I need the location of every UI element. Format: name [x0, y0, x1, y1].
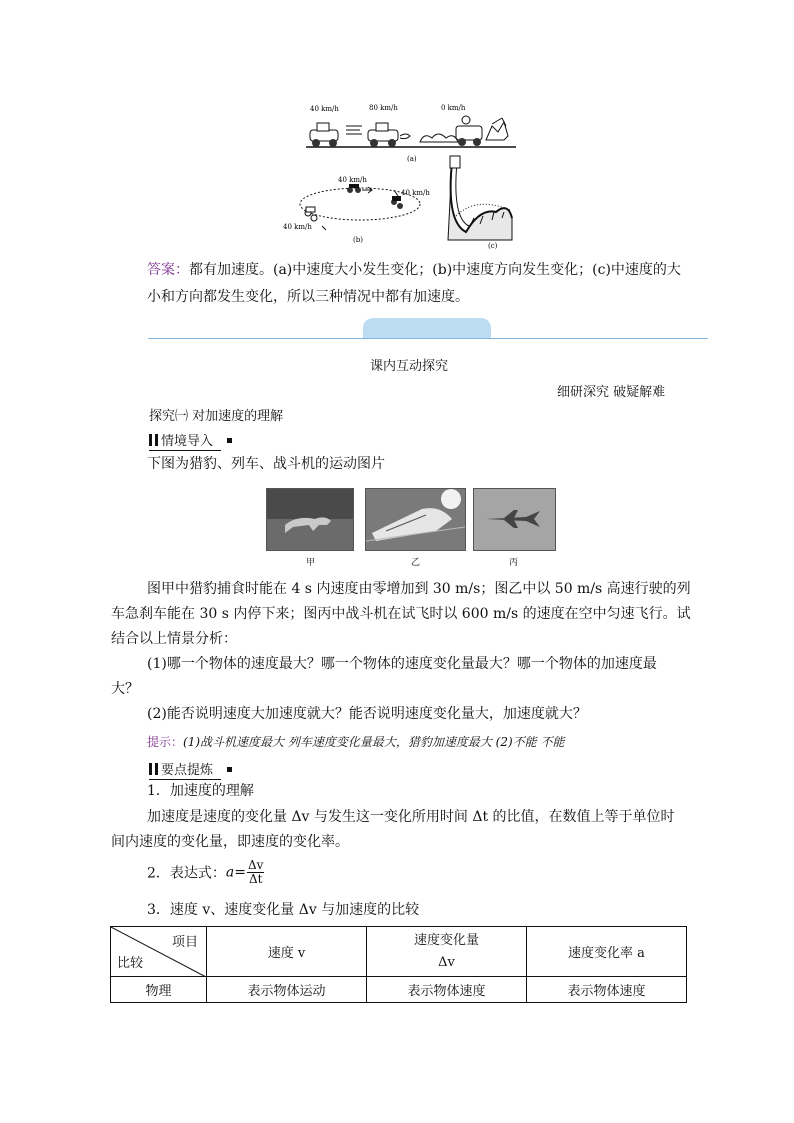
roller-coaster-icon [448, 156, 512, 240]
intro-text: 下图为猎豹、列车、战斗机的运动图片 [147, 456, 385, 472]
table-cell: 物理 [111, 977, 207, 1003]
point-item-3: 3．速度 v、速度变化量 Δv 与加速度的比较 [147, 902, 420, 918]
hint-label: 提示： [147, 735, 184, 749]
motorcycle-icon [391, 196, 403, 209]
explore-title: 探究㈠ 对加速度的理解 [149, 409, 284, 424]
corner-top-label: 项目 [171, 935, 198, 950]
car-icon [368, 123, 410, 147]
point-item-1: 1．加速度的理解 [147, 783, 254, 799]
answer-text-2: 小和方向都发生变化，所以三种情况中都有加速度。 [147, 289, 469, 305]
comparison-table [110, 926, 687, 1003]
photo-caption: 甲 [306, 558, 316, 568]
speed-label: 80 km/h [369, 104, 398, 112]
answer-text-1: 都有加速度。(a)中速度大小发生变化；(b)中速度方向发生变化；(c)中速度的大 [189, 262, 681, 278]
paragraph-line: 结合以上情景分析： [111, 631, 237, 647]
speed-label: 0 km/h [441, 104, 466, 112]
table-header-text: 速度变化量 [413, 932, 479, 948]
question-1-line: (1)哪一个物体的速度最大？哪一个物体的速度变化量最大？哪一个物体的加速度最 [147, 656, 657, 672]
answer-label: 答案： [147, 262, 189, 278]
formula-numerator: Δv [248, 858, 264, 872]
caption-b: (b) [353, 236, 363, 244]
section-banner-tab [363, 318, 491, 338]
table-corner-cell [111, 927, 207, 977]
formula-denominator: Δt [248, 872, 263, 886]
table-header-sub: Δv [438, 954, 455, 970]
point-item-2-prefix: 2．表达式： [147, 865, 226, 882]
jet-photo [473, 488, 556, 551]
crash-scene-icon [420, 116, 508, 146]
hint-text: (1)战斗机速度最大 列车速度变化量最大，猎豹加速度最大 (2)不能 不能 [183, 735, 565, 749]
formula-fraction [247, 859, 264, 886]
points-heading [149, 759, 232, 778]
formula-lhs: a= [225, 864, 246, 881]
speed-label: 40 km/h [310, 105, 339, 113]
points-heading-text: 要点提炼 [161, 763, 214, 778]
car-icon [310, 123, 338, 147]
intro-heading [149, 430, 232, 449]
table-cell: 表示物体速度 [527, 977, 687, 1003]
intro-heading-text: 情境导入 [161, 434, 214, 449]
table-header [367, 927, 527, 977]
question-2: (2)能否说明速度大加速度就大？能否说明速度变化量大，加速度就大？ [147, 706, 587, 722]
speed-label: 40 km/h [338, 176, 367, 184]
speed-label: 40 km/h [283, 223, 312, 231]
speed-label: 40 km/h [401, 189, 430, 197]
paragraph-line: 车急刹车能在 30 s 内停下来；图丙中战斗机在试飞时以 600 m/s 的速度在空中匀速飞行。试 [111, 606, 691, 622]
section-title: 课内互动探究 [370, 359, 449, 374]
caption-a: (a) [407, 155, 417, 163]
answer-line-1 [147, 263, 681, 277]
table-cell: 表示物体运动 [207, 977, 367, 1003]
paragraph-line: 图甲中猎豹捕食时能在 4 s 内速度由零增加到 30 m/s；图乙中以 50 m/s 高速行驶的列 [147, 581, 691, 597]
paragraph-line: 加速度是速度的变化量 Δv 与发生这一变化所用时间 Δt 的比值，在数值上等于单位时 [147, 809, 675, 825]
hint-line [147, 733, 564, 750]
photo-caption: 乙 [411, 558, 421, 568]
table-cell: 表示物体速度 [367, 977, 527, 1003]
section-subtitle: 细研深究 破疑解难 [557, 385, 666, 400]
motorcycle-icon [347, 184, 361, 193]
table-header: 速度变化率 a [527, 927, 687, 977]
section-divider [148, 338, 708, 339]
table-header: 速度 v [207, 927, 367, 977]
motion-figure [270, 96, 530, 256]
photo-caption: 丙 [509, 558, 519, 568]
cheetah-photo [266, 488, 354, 551]
point-item-2 [147, 859, 264, 886]
question-1-line: 大？ [111, 681, 139, 697]
caption-c: (c) [488, 242, 498, 250]
train-photo [365, 488, 466, 551]
motorcycle-icon [305, 207, 317, 221]
paragraph-line: 间内速度的变化量，即速度的变化率。 [111, 834, 349, 850]
corner-bottom-label: 比较 [117, 956, 144, 971]
